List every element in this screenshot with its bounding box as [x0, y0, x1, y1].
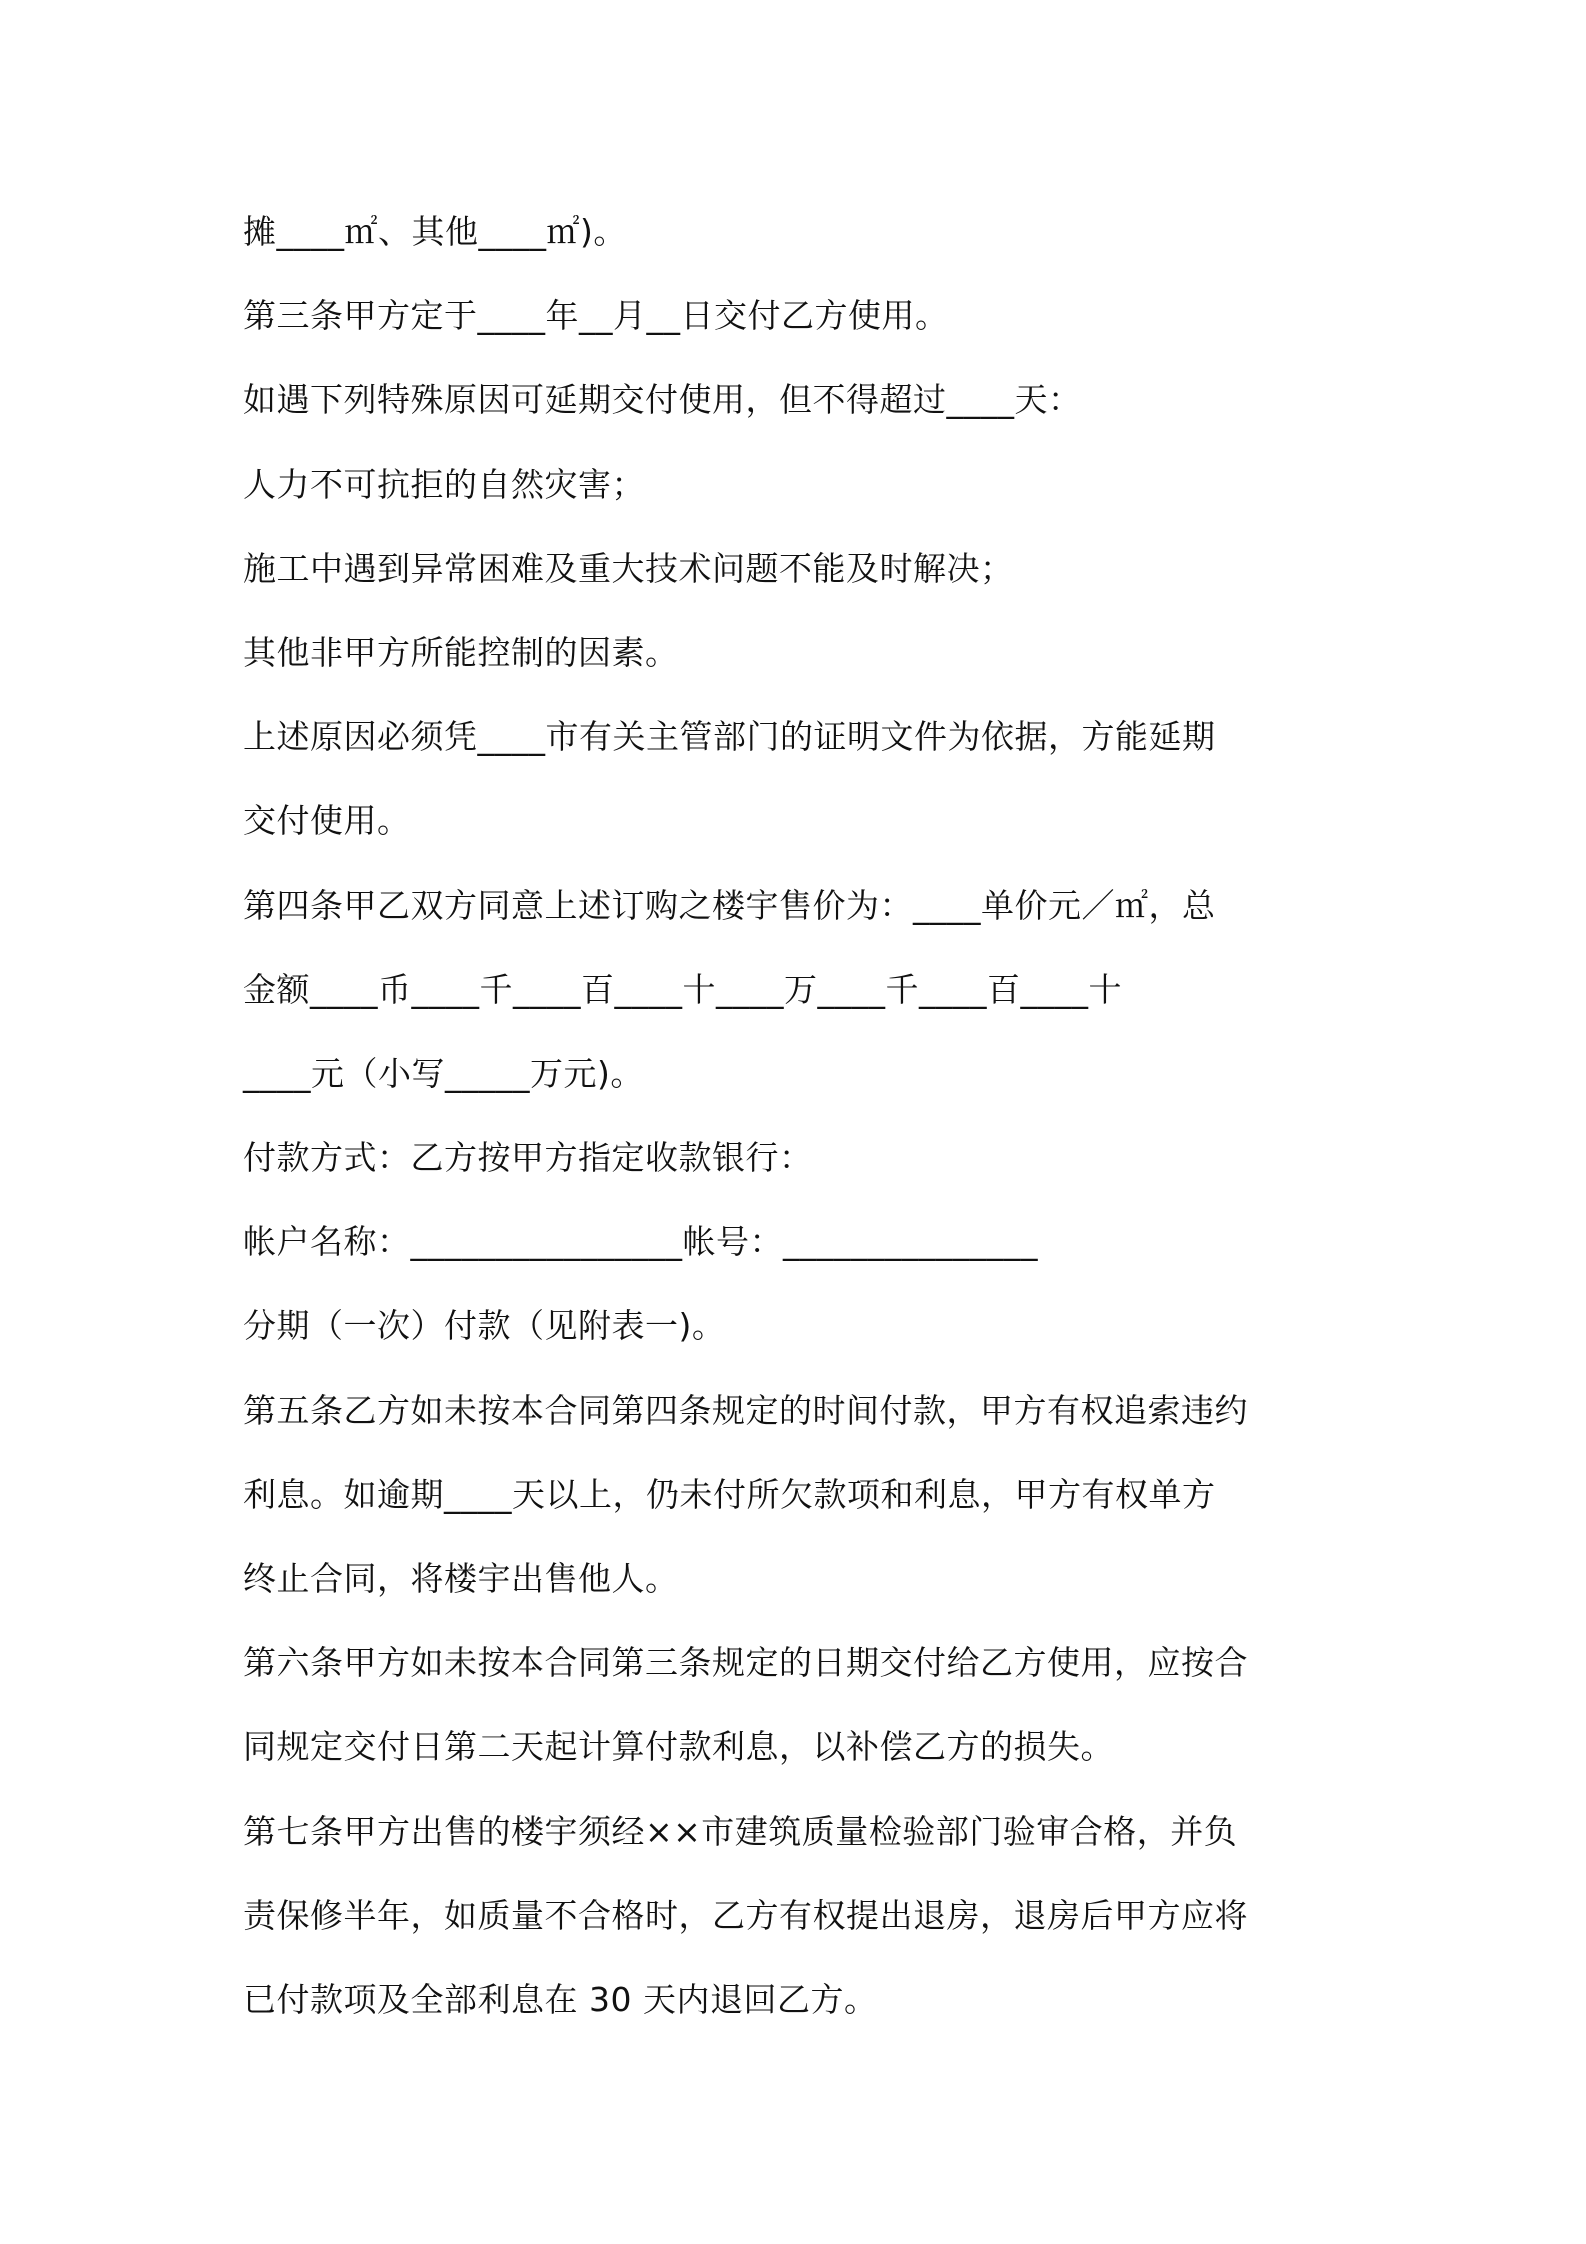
text-line: 如遇下列特殊原因可延期交付使用，但不得超过____天：	[243, 380, 1082, 420]
text-line: 付款方式：乙方按甲方指定收款银行：	[243, 1138, 813, 1178]
text-line: 分期（一次）付款（见附表一)。	[243, 1306, 726, 1346]
text-line: 交付使用。	[243, 801, 411, 841]
text-line: 第五条乙方如未按本合同第四条规定的时间付款，甲方有权追索违约	[243, 1390, 1248, 1430]
text-line: 第七条甲方出售的楼宇须经××市建筑质量检验部门验审合格，并负	[243, 1811, 1238, 1851]
text-line: 已付款项及全部利息在 30 天内退回乙方。	[243, 1979, 878, 2019]
text-line: 上述原因必须凭____市有关主管部门的证明文件为依据，方能延期	[243, 717, 1216, 757]
text-line: 第四条甲乙双方同意上述订购之楼宇售价为：____单价元／㎡，总	[243, 885, 1216, 925]
text-line: 同规定交付日第二天起计算付款利息，以补偿乙方的损失。	[243, 1727, 1114, 1767]
text-line: 第三条甲方定于____年__月__日交付乙方使用。	[243, 296, 949, 336]
text-line: 金额____币____千____百____十____万____千____百____十	[243, 969, 1122, 1009]
text-line: 利息。如逾期____天以上，仍未付所欠款项和利息，甲方有权单方	[243, 1474, 1216, 1514]
text-line: 人力不可抗拒的自然灾害；	[243, 464, 645, 504]
text-line: 帐户名称：________________帐号：_______________	[243, 1222, 1038, 1262]
text-line: 终止合同，将楼宇出售他人。	[243, 1559, 679, 1598]
text-line: 责保修半年，如质量不合格时，乙方有权提出退房，退房后甲方应将	[243, 1895, 1248, 1935]
text-line: ____元（小写_____万元)。	[243, 1053, 644, 1093]
text-line: 施工中遇到异常困难及重大技术问题不能及时解决；	[243, 548, 1014, 588]
contract-text-body	[243, 190, 1363, 2042]
text-line: 第六条甲方如未按本合同第三条规定的日期交付给乙方使用，应按合	[243, 1643, 1248, 1683]
text-line: 摊____㎡、其他____㎡)。	[243, 212, 627, 251]
text-line: 其他非甲方所能控制的因素。	[243, 632, 679, 672]
